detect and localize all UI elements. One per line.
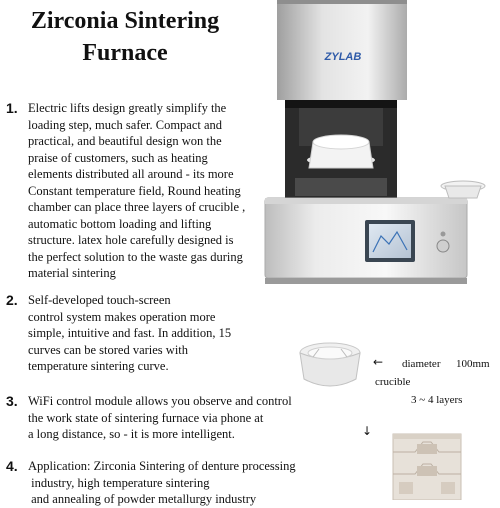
feature-line: Constant temperature field, Round heating bbox=[28, 183, 241, 198]
crucible-photo bbox=[295, 335, 365, 395]
down-arrow-icon: ↓ bbox=[362, 424, 373, 438]
caption-diameter: diameter bbox=[402, 358, 441, 370]
furnace-tower bbox=[277, 0, 407, 100]
title-line-2: Furnace bbox=[82, 40, 168, 66]
feature-line: the work state of sintering furnace via phone at bbox=[28, 410, 264, 425]
furnace-brand-label: ZYLAB bbox=[324, 51, 362, 63]
feature-line: WiFi control module allows you observe and control bbox=[28, 394, 292, 408]
feature-number: 1. bbox=[6, 100, 18, 116]
left-arrow-icon: ← bbox=[373, 355, 384, 369]
feature-line: loading step, much safer. Compact and bbox=[28, 117, 223, 132]
feature-line: praise of customers, such as heating bbox=[28, 150, 208, 165]
feature-line: control system makes operation more bbox=[28, 309, 216, 324]
caption-layers: 3 ~ 4 layers bbox=[411, 394, 463, 406]
feature-line: curves can be stored varies with bbox=[28, 342, 189, 357]
feature-line: chamber can place three layers of crucible , bbox=[28, 200, 246, 214]
feature-line: and annealing of powder metallurgy industry bbox=[28, 492, 257, 506]
feature-line: industry, high temperature sintering bbox=[28, 475, 210, 490]
feature-text bbox=[28, 100, 245, 282]
feature-number: 3. bbox=[6, 393, 18, 409]
feature-number: 2. bbox=[6, 292, 18, 308]
feature-line: elements distributed all around - its more bbox=[28, 167, 234, 181]
feature-line: automatic bottom loading and lifting bbox=[28, 216, 212, 231]
caption-size: 100mm bbox=[456, 358, 490, 370]
feature-line: Electric lifts design greatly simplify the bbox=[28, 101, 227, 115]
feature-line: Self-developed touch-screen bbox=[28, 293, 171, 307]
title-line-1: Zirconia Sintering bbox=[30, 8, 220, 34]
feature-line: material sintering bbox=[28, 266, 116, 280]
furnace-image bbox=[255, 0, 500, 290]
caption-crucible: crucible bbox=[375, 376, 411, 388]
feature-line: simple, intuitive and fast. In addition, 15 bbox=[28, 326, 232, 340]
stacked-crucible-image bbox=[385, 430, 470, 500]
feature-text bbox=[28, 393, 292, 443]
feature-line: the perfect solution to the waste gas during bbox=[28, 249, 243, 264]
feature-line: structure. latex hole carefully designed is bbox=[28, 233, 234, 247]
feature-line: practical, and beautiful design won the bbox=[28, 134, 222, 148]
feature-text bbox=[28, 292, 231, 375]
feature-number: 4. bbox=[6, 458, 18, 474]
power-knob bbox=[437, 240, 449, 252]
feature-line: Application: Zirconia Sintering of denture processing bbox=[28, 459, 296, 473]
feature-line: temperature sintering curve. bbox=[28, 359, 169, 373]
feature-line: a long distance, so - it is more intelligent. bbox=[28, 427, 235, 441]
feature-text bbox=[28, 458, 296, 508]
